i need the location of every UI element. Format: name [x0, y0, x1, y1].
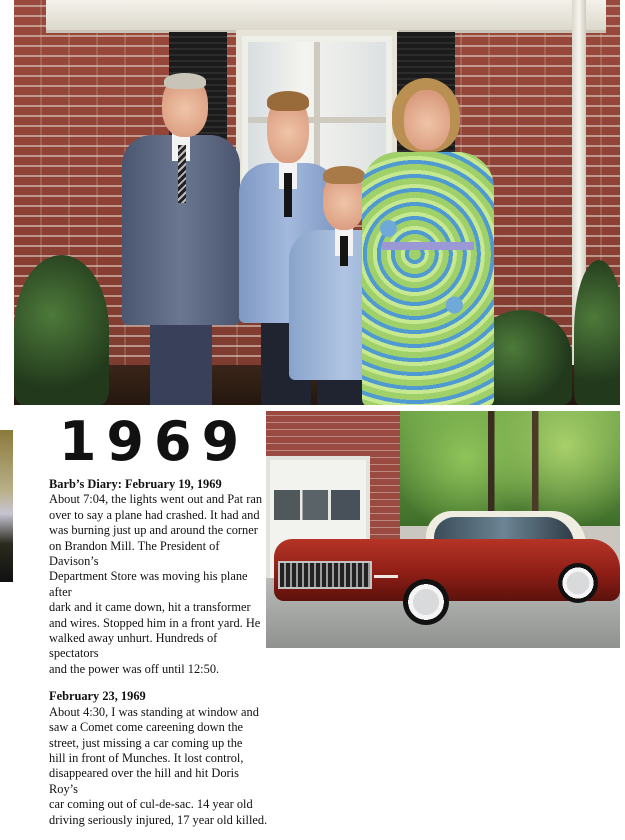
diary-line: was burning just up and around the corner	[49, 523, 258, 538]
diary-entry-heading: February 23, 1969	[49, 689, 146, 704]
diary-line: About 7:04, the lights went out and Pat ran	[49, 492, 263, 507]
roof-eave	[46, 0, 606, 33]
diary-line: hill in front of Munches. It lost control,	[49, 750, 244, 765]
diary-line: dark and it came down, hit a transformer	[49, 600, 251, 615]
diary-entry	[49, 689, 269, 828]
diary-line: disappeared over the hill and hit Doris Roy’s	[49, 766, 239, 796]
diary-line: Department Store was moving his plane after	[49, 569, 248, 599]
car-photo	[266, 411, 620, 648]
diary-line: car coming out of cul-de-sac. 14 year old	[49, 797, 253, 812]
diary-line: About 4:30, I was standing at window and	[49, 704, 259, 719]
diary-text	[49, 477, 269, 840]
diary-line: and wires. Stopped him in a front yard. He	[49, 615, 261, 630]
partial-photo-edge	[0, 430, 13, 582]
diary-entry	[49, 477, 269, 677]
diary-entry-heading: Barb’s Diary: February 19, 1969	[49, 477, 222, 491]
diary-line: walked away unhurt. Hundreds of spectators	[49, 631, 218, 661]
diary-line: driving seriously injured, 17 year old killed.	[49, 812, 268, 827]
car-grille	[278, 561, 372, 589]
car-rear-wheel	[558, 563, 598, 603]
shrub-far-right	[574, 260, 620, 405]
diary-entry-body	[49, 492, 269, 677]
car-badge	[374, 575, 398, 578]
year-heading: 1969	[58, 410, 250, 473]
diary-line: street, just missing a car coming up the	[49, 735, 243, 750]
shrub-left	[14, 255, 109, 405]
diary-entry-body	[49, 705, 269, 828]
diary-line: on Brandon Mill. The President of Davison’s	[49, 538, 220, 569]
belt	[382, 242, 474, 250]
pine-trees	[400, 411, 620, 526]
diary-line: and the power was off until 12:50.	[49, 661, 220, 676]
family-photo	[14, 0, 620, 405]
car-front-wheel	[403, 579, 449, 625]
diary-line: saw a Comet come careening down the	[49, 720, 244, 735]
diary-line: over to say a plane had crashed. It had and	[49, 507, 260, 522]
